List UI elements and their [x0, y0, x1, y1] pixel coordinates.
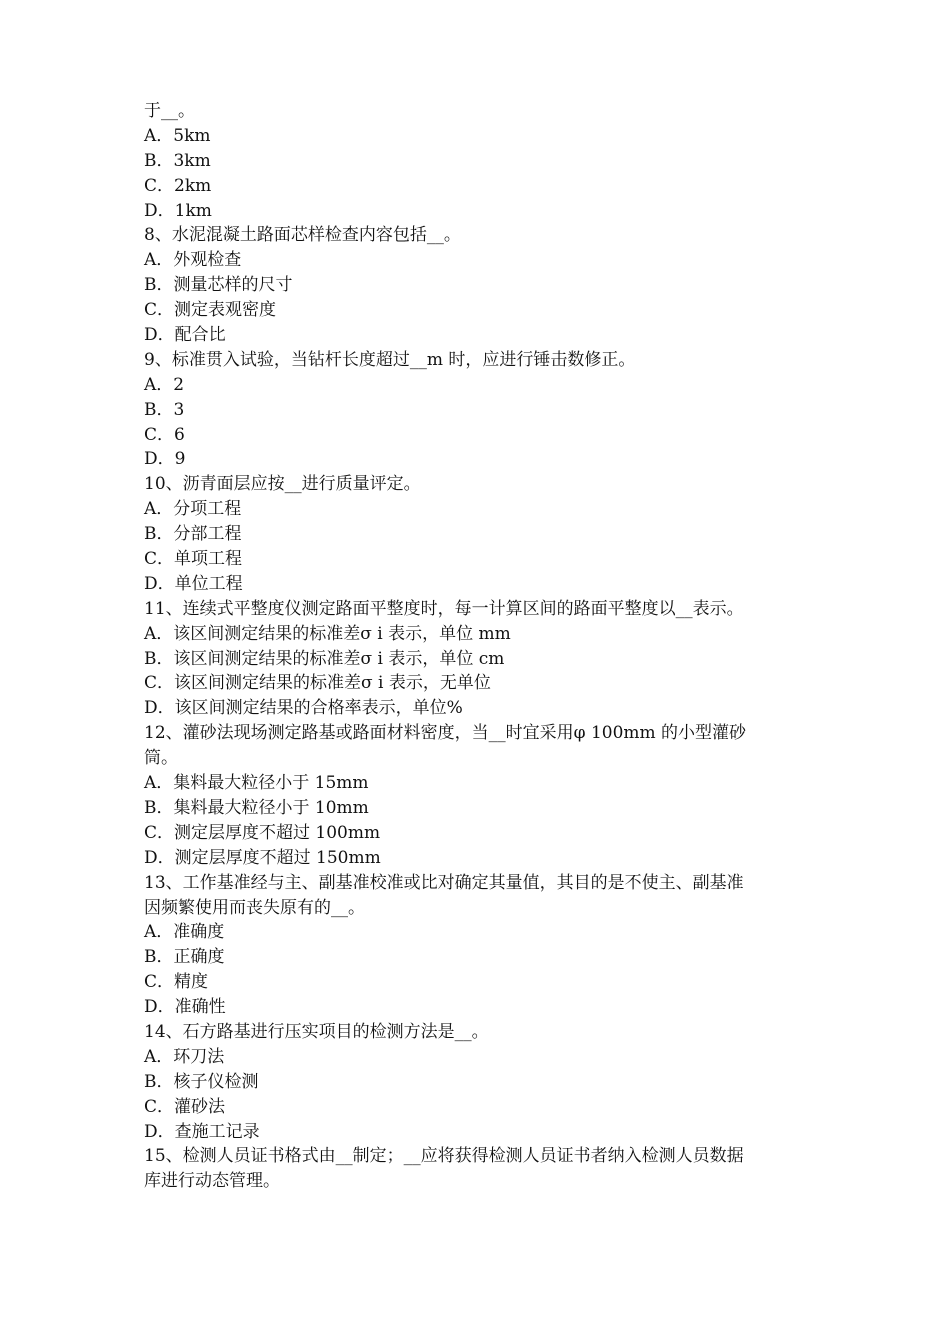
option-c: C．该区间测定结果的标准差σ i 表示，无单位 [144, 673, 491, 694]
question-11: 11、连续式平整度仪测定路面平整度时，每一计算区间的路面平整度以__表示。 [144, 598, 744, 619]
option-d: D．1km [144, 200, 212, 221]
option-b: B．集料最大粒径小于 10mm [144, 797, 369, 818]
option-a: A．准确度 [144, 922, 225, 943]
option-c: C．6 [144, 424, 185, 445]
option-b: B．该区间测定结果的标准差σ i 表示，单位 cm [144, 648, 505, 669]
option-d: D．查施工记录 [144, 1121, 260, 1142]
question-15: 15、检测人员证书格式由__制定；__应将获得检测人员证书者纳入检测人员数据 [144, 1146, 744, 1167]
question-14: 14、石方路基进行压实项目的检测方法是__。 [144, 1021, 489, 1042]
option-a: A．该区间测定结果的标准差σ i 表示，单位 mm [144, 623, 511, 644]
question-8: 8、水泥混凝土路面芯样检查内容包括__。 [144, 225, 461, 246]
question-12-cont: 筒。 [144, 748, 178, 769]
document-body [144, 99, 824, 1194]
question-13: 13、工作基准经与主、副基准校准或比对确定其量值，其目的是不使主、副基准 [144, 872, 744, 893]
option-c: C．测定表观密度 [144, 300, 277, 321]
option-c: C．灌砂法 [144, 1096, 226, 1117]
option-a: A．环刀法 [144, 1046, 225, 1067]
text-line: 于__。 [144, 101, 195, 121]
option-d: D．准确性 [144, 997, 226, 1018]
option-d: D．9 [144, 449, 186, 470]
question-10: 10、沥青面层应按__进行质量评定。 [144, 474, 421, 495]
option-b: B．3 [144, 399, 185, 420]
question-15-cont: 库进行动态管理。 [144, 1171, 280, 1192]
question-13-cont: 因频繁使用而丧失原有的__。 [144, 897, 365, 918]
option-c: C．精度 [144, 972, 209, 993]
option-a: A．2 [144, 374, 185, 395]
option-b: B．正确度 [144, 947, 225, 968]
option-b: B．分部工程 [144, 524, 242, 545]
option-a: A．外观检查 [144, 250, 242, 271]
option-c: C．2km [144, 175, 212, 196]
option-b: B．3km [144, 150, 211, 171]
option-a: A．5km [144, 125, 211, 146]
option-c: C．测定层厚度不超过 100mm [144, 822, 381, 843]
option-d: D．测定层厚度不超过 150mm [144, 847, 381, 868]
option-c: C．单项工程 [144, 549, 243, 570]
option-b: B．测量芯样的尺寸 [144, 275, 293, 296]
option-b: B．核子仪检测 [144, 1071, 259, 1092]
question-9: 9、标准贯入试验，当钻杆长度超过__m 时，应进行锤击数修正。 [144, 349, 636, 370]
option-a: A．集料最大粒径小于 15mm [144, 773, 369, 794]
option-d: D．该区间测定结果的合格率表示，单位% [144, 698, 463, 719]
option-a: A．分项工程 [144, 499, 242, 520]
question-12: 12、灌砂法现场测定路基或路面材料密度，当__时宜采用φ 100mm 的小型灌砂 [144, 723, 747, 744]
option-d: D．配合比 [144, 325, 226, 346]
option-d: D．单位工程 [144, 573, 243, 594]
